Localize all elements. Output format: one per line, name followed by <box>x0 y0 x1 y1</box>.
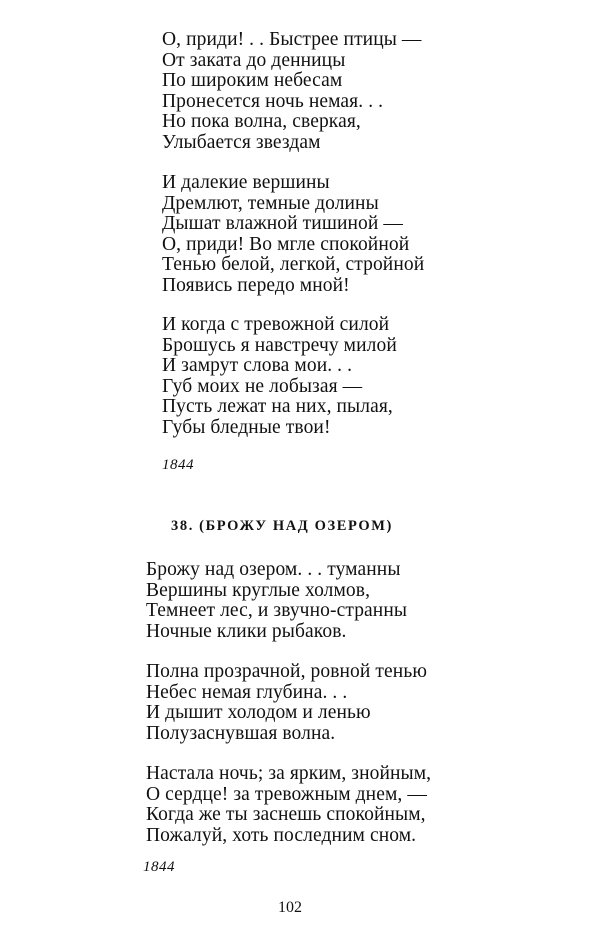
poem2-stanza-3 <box>146 764 431 846</box>
poem2-stanza-2 <box>146 662 427 744</box>
poem-line: Тенью белой, легкой, стройной <box>162 254 425 275</box>
poem-line: Брожу над озером. . . туманны <box>146 559 401 580</box>
poem2-heading: 38. (БРОЖУ НАД ОЗЕРОМ) <box>171 518 393 534</box>
poem-line: Пусть лежат на них, пылая, <box>162 396 393 417</box>
poem1-stanza-2 <box>162 173 424 296</box>
poem-line: О, приди! Во мгле спокойной <box>162 233 410 255</box>
poem-line: Когда же ты заснешь спокойным, <box>146 804 426 825</box>
poem-line: И когда с тревожной силой <box>162 314 390 335</box>
page-number: 102 <box>278 899 302 916</box>
poem-line: Темнеет лес, и звучно-странны <box>146 600 408 621</box>
poem-line: Брошусь я навстречу милой <box>162 334 397 356</box>
poem1-stanza-1 <box>162 30 422 153</box>
poem-line: О сердце! за тревожным днем, — <box>146 783 427 805</box>
poem2-date: 1844 <box>143 859 175 875</box>
poem-line: И далекие вершины <box>162 172 330 193</box>
poem-line: Появись передо мной! <box>162 274 350 296</box>
poem-line: Губ моих не лобызая — <box>162 375 363 397</box>
poem-line: Настала ночь; за ярким, знойным, <box>146 763 432 784</box>
poem-line: Полузаснувшая волна. <box>146 722 336 744</box>
poem1-date: 1844 <box>162 457 194 473</box>
poem-line: Дремлют, темные долины <box>162 192 379 214</box>
poem1-stanza-3 <box>162 315 397 438</box>
poem-line: Губы бледные твои! <box>162 416 331 438</box>
poem-line: По широким небесам <box>162 70 343 91</box>
poem-line: Пронесется ночь немая. . . <box>162 90 384 112</box>
poem-line: Небес немая глубина. . . <box>146 681 348 703</box>
poem-line: Улыбается звездам <box>162 131 321 153</box>
poem-line: О, приди! . . Быстрее птицы — <box>162 29 422 50</box>
poem-line: Ночные клики рыбаков. <box>146 620 347 642</box>
poem-line: Полна прозрачной, ровной тенью <box>146 661 427 682</box>
poem-line: И дышит холодом и ленью <box>146 702 371 723</box>
poem-line: Вершины круглые холмов, <box>146 579 371 601</box>
poem-line: Но пока волна, сверкая, <box>162 111 361 132</box>
poem-line: Пожалуй, хоть последним сном. <box>146 824 417 846</box>
poem-line: И замрут слова мои. . . <box>162 355 353 376</box>
poem-line: От заката до денницы <box>162 49 346 71</box>
poem2-stanza-1 <box>146 560 407 642</box>
poem-line: Дышат влажной тишиной — <box>162 213 403 234</box>
